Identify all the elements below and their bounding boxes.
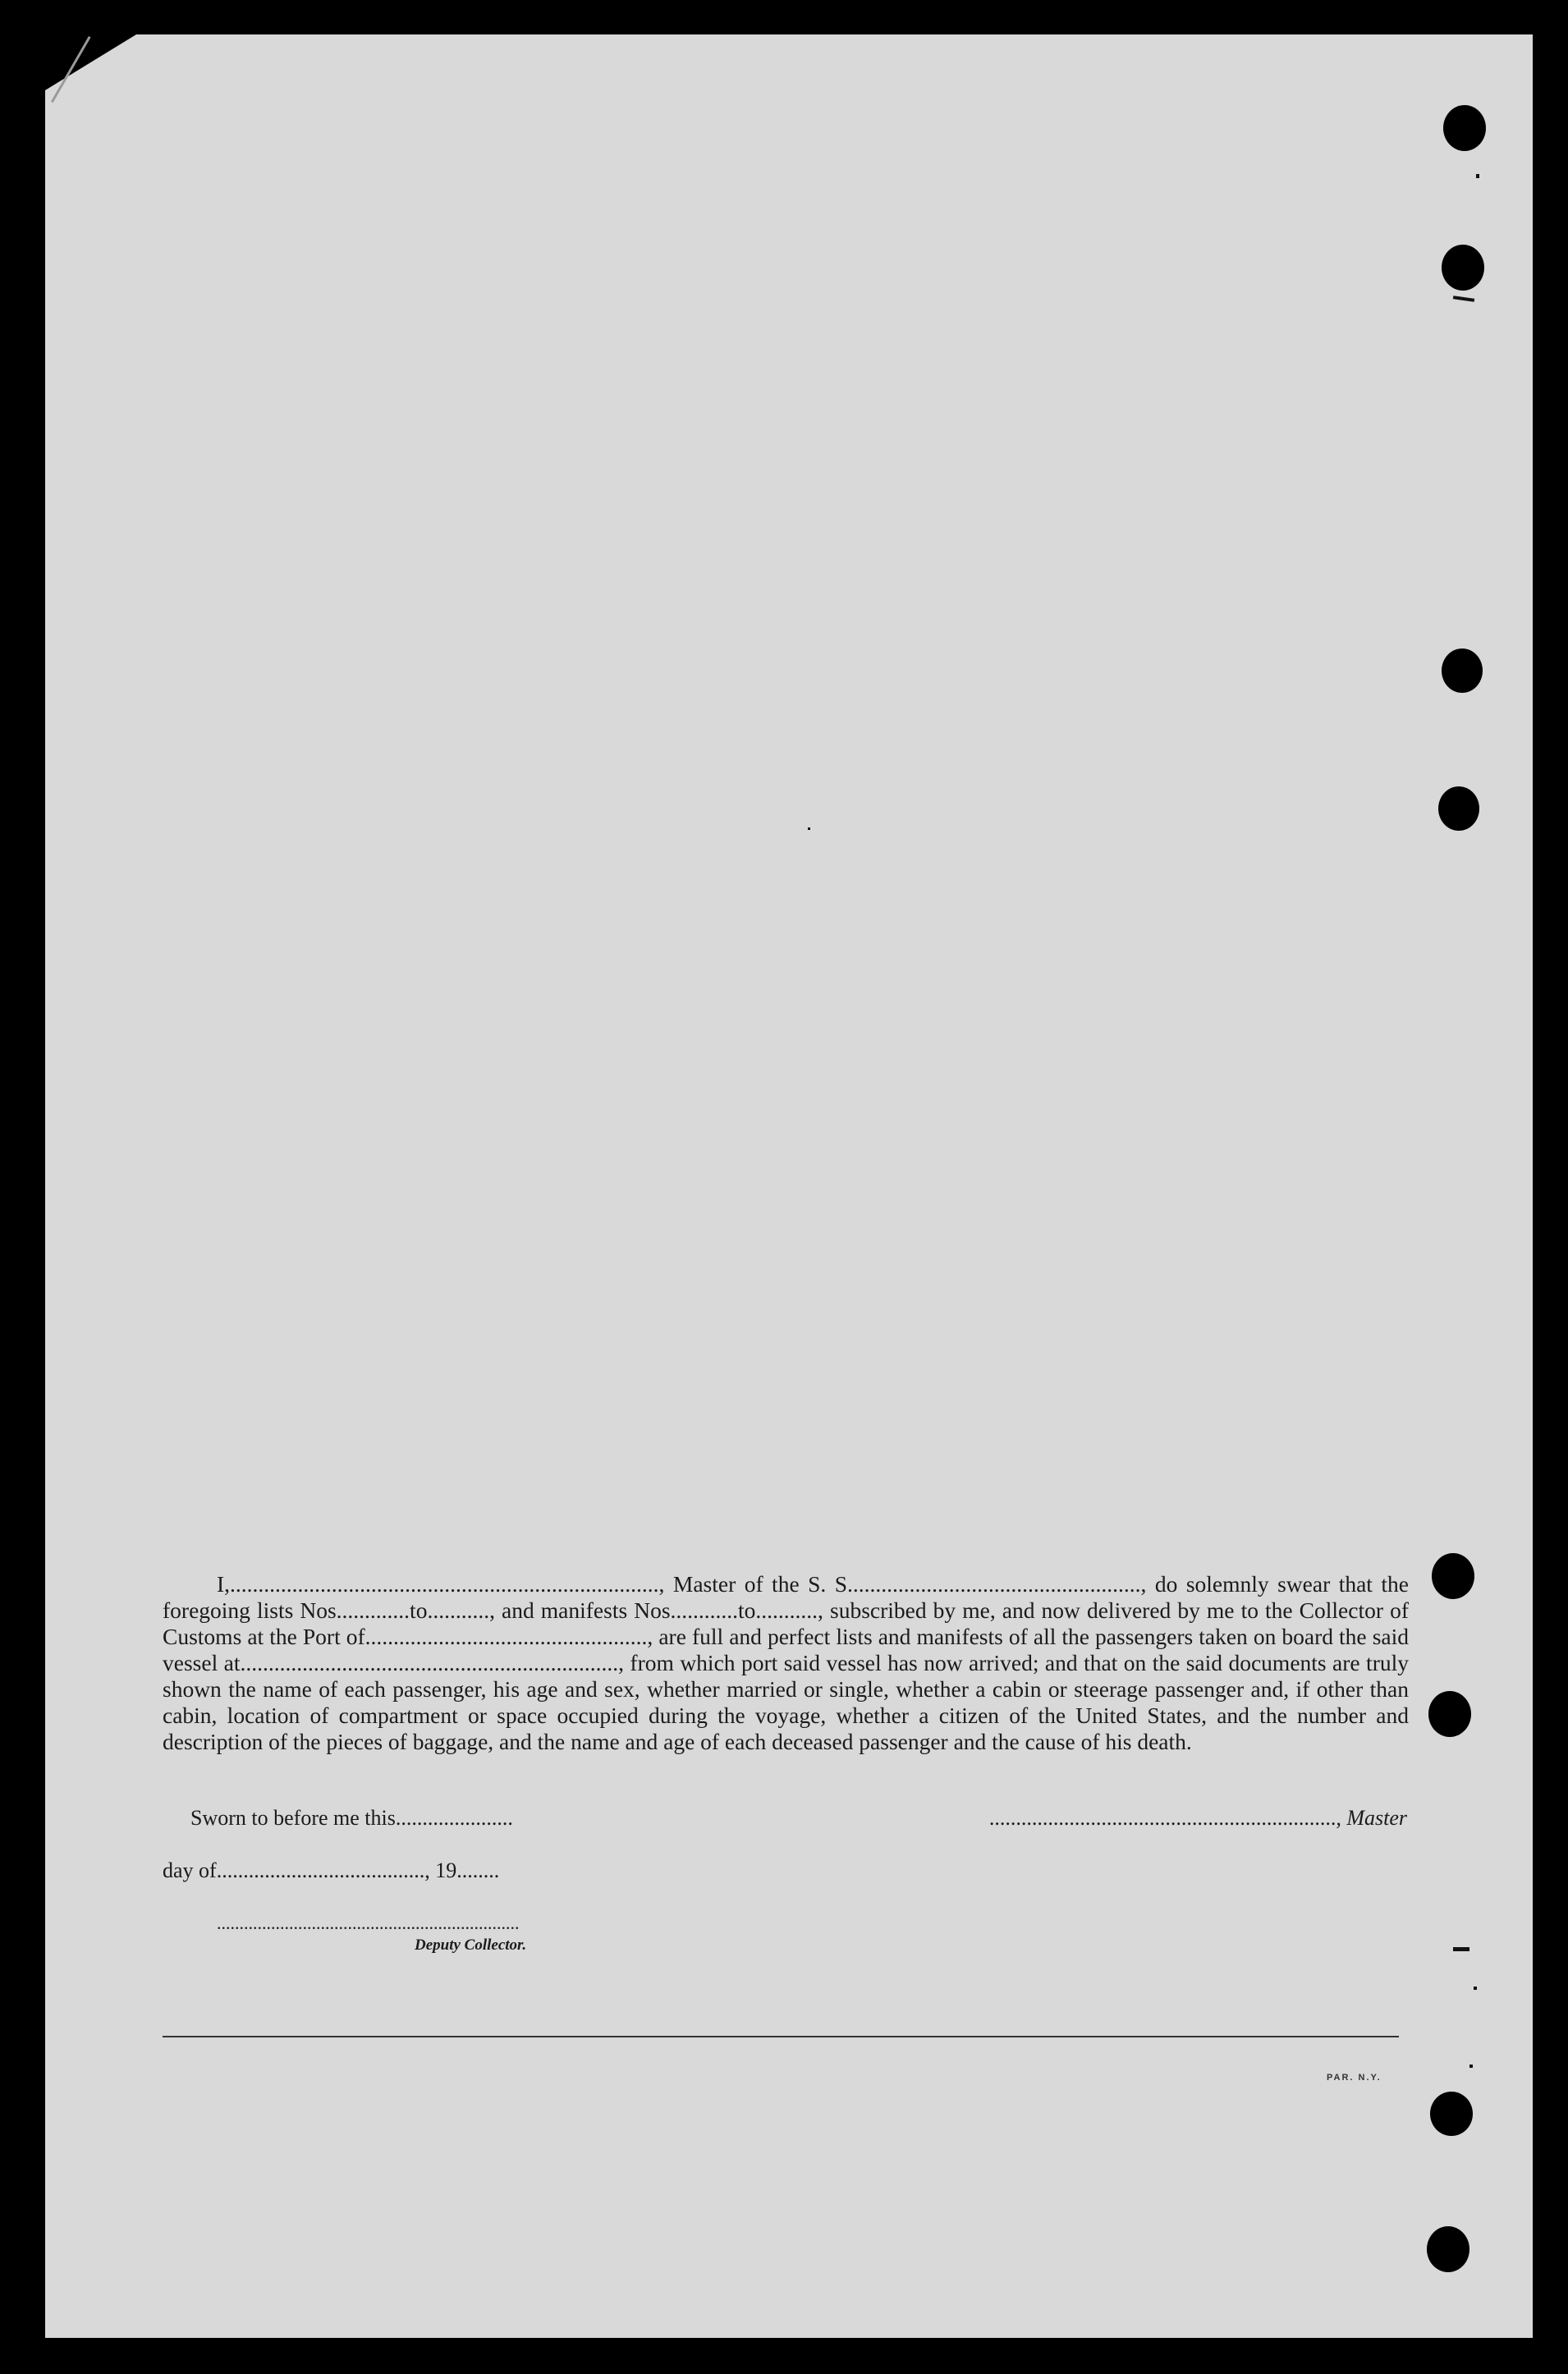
punch-hole [1442,648,1483,693]
oath-text: I,............................................................................, Master of the S. S...................................................., do solemnly swear that the foregoing lists Nos.............to..........., and manifests Nos............to..........., subscribed by me, and now delivered by me to the Collector of Customs at the Port of.................................................., are full and perfect lists and manifests of all the passengers taken on board the said vessel at..................................................................., from which port said vessel has now arrived; and that on the said documents are truly shown the name of each passenger, his age and sex, whether married or single, whether a cabin or steerage passenger and, if other than cabin, location of compartment or space occupied during the voyage, whether a citizen of the United States, and the number and description of the pieces of baggage, and the name and age of each deceased passenger and the cause of his death. [163,1571,1409,1754]
scan-mark [1476,174,1479,178]
sworn-to-before-line: Sworn to before me this...................... [190,1806,513,1830]
punch-hole [1442,245,1484,291]
deputy-collector-signature-line: ................................................................... [217,1913,520,1933]
punch-hole [1443,105,1486,151]
scan-mark [1453,1947,1469,1951]
master-signature-dots: ................................................................. [988,1806,1336,1830]
master-role-label: , Master [1336,1806,1407,1830]
deputy-collector-label: Deputy Collector. [415,1936,527,1954]
scan-mark [808,827,810,830]
printer-mark: PAR. N.Y. [1327,2073,1382,2083]
horizontal-rule [163,2036,1399,2037]
punch-hole [1428,1691,1471,1737]
scan-mark [1469,2065,1473,2068]
manifest-page [45,34,1533,2338]
punch-hole [1438,786,1479,831]
punch-hole [1430,2092,1473,2136]
punch-hole [1432,1553,1474,1599]
master-oath-paragraph [163,1571,1409,1755]
day-of-line: day of......................................., 19........ [163,1858,500,1882]
scan-mark [1474,1987,1477,1990]
master-signature-line [989,1806,1407,1831]
punch-hole [1427,2226,1469,2272]
